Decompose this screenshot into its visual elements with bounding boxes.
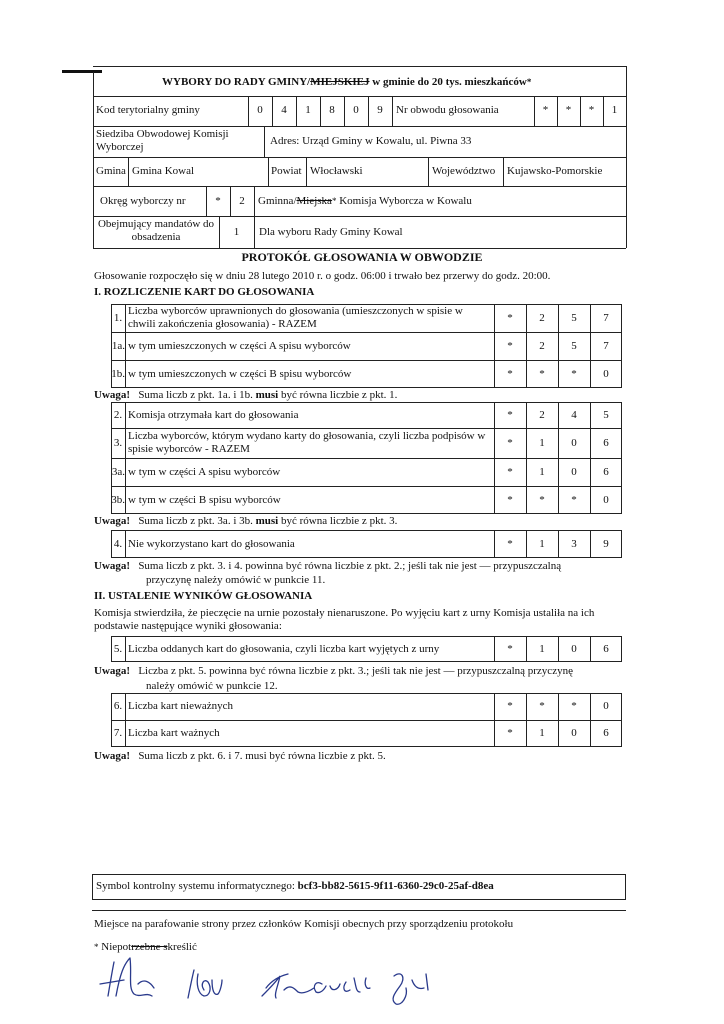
- row-digit: *: [507, 368, 513, 380]
- note-2: Uwaga! Suma liczb z pkt. 3a. i 3b. musi być równa liczbie z pkt. 3.: [94, 515, 398, 527]
- row-digit: 0: [603, 494, 609, 506]
- row-digit: 7: [603, 340, 609, 352]
- kod-digit: 0: [353, 104, 359, 116]
- row-num: 3a.: [111, 466, 125, 478]
- kod-digit: 9: [377, 104, 383, 116]
- row-num: 5.: [113, 643, 123, 655]
- row-label: Komisja otrzymała kart do głosowania: [128, 409, 299, 421]
- election-title: WYBORY DO RADY GMINY/MIEJSKIEJ w gminie do 20 tys. mieszkańców*: [162, 76, 532, 88]
- row-digit: *: [507, 409, 513, 421]
- signatures: [94, 944, 474, 1016]
- row-digit: *: [507, 643, 513, 655]
- row-num: 1b.: [111, 368, 125, 380]
- protocol-title: PROTOKÓŁ GŁOSOWANIA W OBWODZIE: [241, 250, 483, 264]
- note-5: Uwaga! Suma liczb z pkt. 6. i 7. musi być równa liczbie z pkt. 5.: [94, 750, 386, 762]
- row-digit: 5: [571, 340, 577, 352]
- obwod-digit: *: [588, 104, 595, 116]
- section-2-title: II. USTALENIE WYNIKÓW GŁOSOWANIA: [94, 590, 313, 602]
- row-digit: 1: [539, 727, 545, 739]
- parafy-caption: Miejsce na parafowanie strony przez członków Komisji obecnych przy sporządzeniu protokołu: [94, 918, 514, 930]
- section-2-intro: Komisja stwierdziła, że pieczęcie na urnie pozostały nienaruszone. Po wyjęciu kart z urny Komisja ustaliła na ich podstawie następujące wyniki głosowania:: [94, 607, 595, 632]
- row-digit: 0: [603, 700, 609, 712]
- kod-digit: 0: [257, 104, 263, 116]
- row-digit: 2: [539, 409, 545, 421]
- woj-label: Województwo: [432, 165, 496, 177]
- note-4-line2: należy omówić w punkcie 12.: [146, 680, 278, 692]
- row-digit: *: [507, 494, 513, 506]
- gmina-value: Gmina Kowal: [132, 165, 195, 177]
- row-label: Liczba kart ważnych: [128, 727, 220, 739]
- adres-value: Adres: Urząd Gminy w Kowalu, ul. Piwna 33: [270, 135, 472, 147]
- kod-digit: 1: [305, 104, 311, 116]
- okreg-digit: 2: [239, 195, 245, 207]
- row-digit: 6: [603, 466, 609, 478]
- row-label: w tym w części A spisu wyborców: [128, 466, 281, 478]
- row-digit: 5: [571, 312, 577, 324]
- row-digit: 9: [603, 538, 609, 550]
- row-digit: 6: [603, 437, 609, 449]
- row-label: Liczba wyborców, którym wydano karty do głosowania, czyli liczba podpisów w spisie wyborców - RAZEM: [128, 430, 486, 455]
- row-digit: *: [539, 700, 545, 712]
- kod-label: Kod terytorialny gminy: [96, 104, 200, 116]
- mandaty-desc: Dla wyboru Rady Gminy Kowal: [259, 226, 403, 238]
- row-digit: 6: [603, 643, 609, 655]
- row-digit: *: [571, 494, 577, 506]
- row-num: 3b.: [111, 494, 125, 506]
- okreg-digit: *: [215, 195, 221, 207]
- row-digit: 7: [603, 312, 609, 324]
- row-label: Liczba oddanych kart do głosowania, czyli liczba kart wyjętych z urny: [128, 643, 440, 655]
- row-digit: *: [539, 494, 545, 506]
- row-digit: *: [539, 368, 545, 380]
- row-digit: 3: [571, 538, 577, 550]
- row-digit: *: [571, 368, 577, 380]
- okreg-label: Okręg wyborczy nr: [100, 195, 186, 207]
- section-1-title: I. ROZLICZENIE KART DO GŁOSOWANIA: [94, 286, 315, 298]
- komisja-name: Gminna/Miejska* Komisja Wyborcza w Kowalu: [258, 195, 472, 207]
- row-digit: 0: [571, 727, 577, 739]
- woj-value: Kujawsko-Pomorskie: [507, 165, 603, 177]
- row-digit: 1: [539, 466, 545, 478]
- gmina-label: Gmina: [96, 165, 126, 177]
- row-label: Nie wykorzystano kart do głosowania: [128, 538, 295, 550]
- row-num: 6.: [113, 700, 123, 712]
- row-num: 1.: [113, 312, 123, 324]
- obwod-digit: *: [565, 104, 572, 116]
- row-digit: 1: [539, 643, 545, 655]
- mandaty-value: 1: [233, 226, 240, 238]
- row-num: 4.: [113, 538, 123, 550]
- row-digit: *: [507, 340, 513, 352]
- row-digit: *: [507, 437, 513, 449]
- row-digit: *: [571, 700, 577, 712]
- kod-digit: 8: [329, 104, 335, 116]
- symbol-control: Symbol kontrolny systemu informatycznego: bcf3-bb82-5615-9f11-6360-29c0-25af-d8ea: [96, 880, 494, 892]
- row-digit: 5: [603, 409, 609, 421]
- row-digit: 1: [539, 538, 545, 550]
- signature-2: [188, 970, 222, 998]
- signature-5: [393, 974, 428, 1004]
- protocol-intro: Głosowanie rozpoczęło się w dniu 28 lutego 2010 r. o godz. 06:00 i trwało bez przerwy do godz. 20:00.: [94, 270, 551, 282]
- row-digit: 6: [603, 727, 609, 739]
- note-3-line2: przyczynę należy omówić w punkcie 11.: [146, 574, 326, 586]
- row-digit: 1: [539, 437, 545, 449]
- row-digit: *: [507, 538, 513, 550]
- obwod-digit: *: [542, 104, 549, 116]
- row-num: 1a.: [111, 340, 125, 352]
- signature-1: [100, 958, 154, 996]
- kod-digit: 4: [281, 104, 287, 116]
- corner-mark: [62, 70, 102, 73]
- row-label: w tym w części B spisu wyborców: [128, 494, 281, 506]
- signature-3: [262, 974, 314, 998]
- row-digit: 0: [571, 643, 577, 655]
- row-num: 2.: [113, 409, 123, 421]
- powiat-value: Włocławski: [310, 165, 363, 177]
- row-digit: 4: [571, 409, 577, 421]
- powiat-label: Powiat: [271, 165, 302, 177]
- row-digit: 0: [571, 437, 577, 449]
- signature-4: [314, 978, 370, 993]
- row-label: Liczba wyborców uprawnionych do głosowania (umieszczonych w spisie w chwili zakończenia głosowania) - RAZEM: [128, 305, 463, 330]
- row-digit: *: [507, 312, 513, 324]
- obwod-label: Nr obwodu głosowania: [396, 104, 499, 116]
- row-num: 3.: [113, 437, 123, 449]
- row-digit: *: [507, 727, 513, 739]
- footnote: * Niepotrzebne skreślić: [94, 941, 197, 953]
- row-label: w tym umieszczonych w części A spisu wyborców: [128, 340, 351, 352]
- row-label: w tym umieszczonych w części B spisu wyborców: [128, 368, 352, 380]
- siedziba-label: Siedziba Obwodowej Komisji Wyborczej: [96, 128, 229, 153]
- row-label: Liczba kart nieważnych: [128, 700, 234, 712]
- note-1: Uwaga! Suma liczb z pkt. 1a. i 1b. musi być równa liczbie z pkt. 1.: [94, 389, 398, 401]
- row-digit: 2: [539, 340, 545, 352]
- row-num: 7.: [113, 727, 123, 739]
- note-3-line1: Uwaga! Suma liczb z pkt. 3. i 4. powinna być równa liczbie z pkt. 2.; jeśli tak nie jest — przypuszczalną: [94, 560, 562, 572]
- row-digit: 0: [603, 368, 609, 380]
- mandaty-label: Obejmujący mandatów do obsadzenia: [97, 218, 215, 243]
- row-digit: *: [507, 700, 513, 712]
- row-digit: 2: [539, 312, 545, 324]
- row-digit: 0: [571, 466, 577, 478]
- obwod-digit: 1: [611, 104, 618, 116]
- note-4-line1: Uwaga! Liczba z pkt. 5. powinna być równa liczbie z pkt. 3.; jeśli tak nie jest — przypuszczalną przyczynę: [94, 665, 573, 677]
- row-digit: *: [507, 466, 513, 478]
